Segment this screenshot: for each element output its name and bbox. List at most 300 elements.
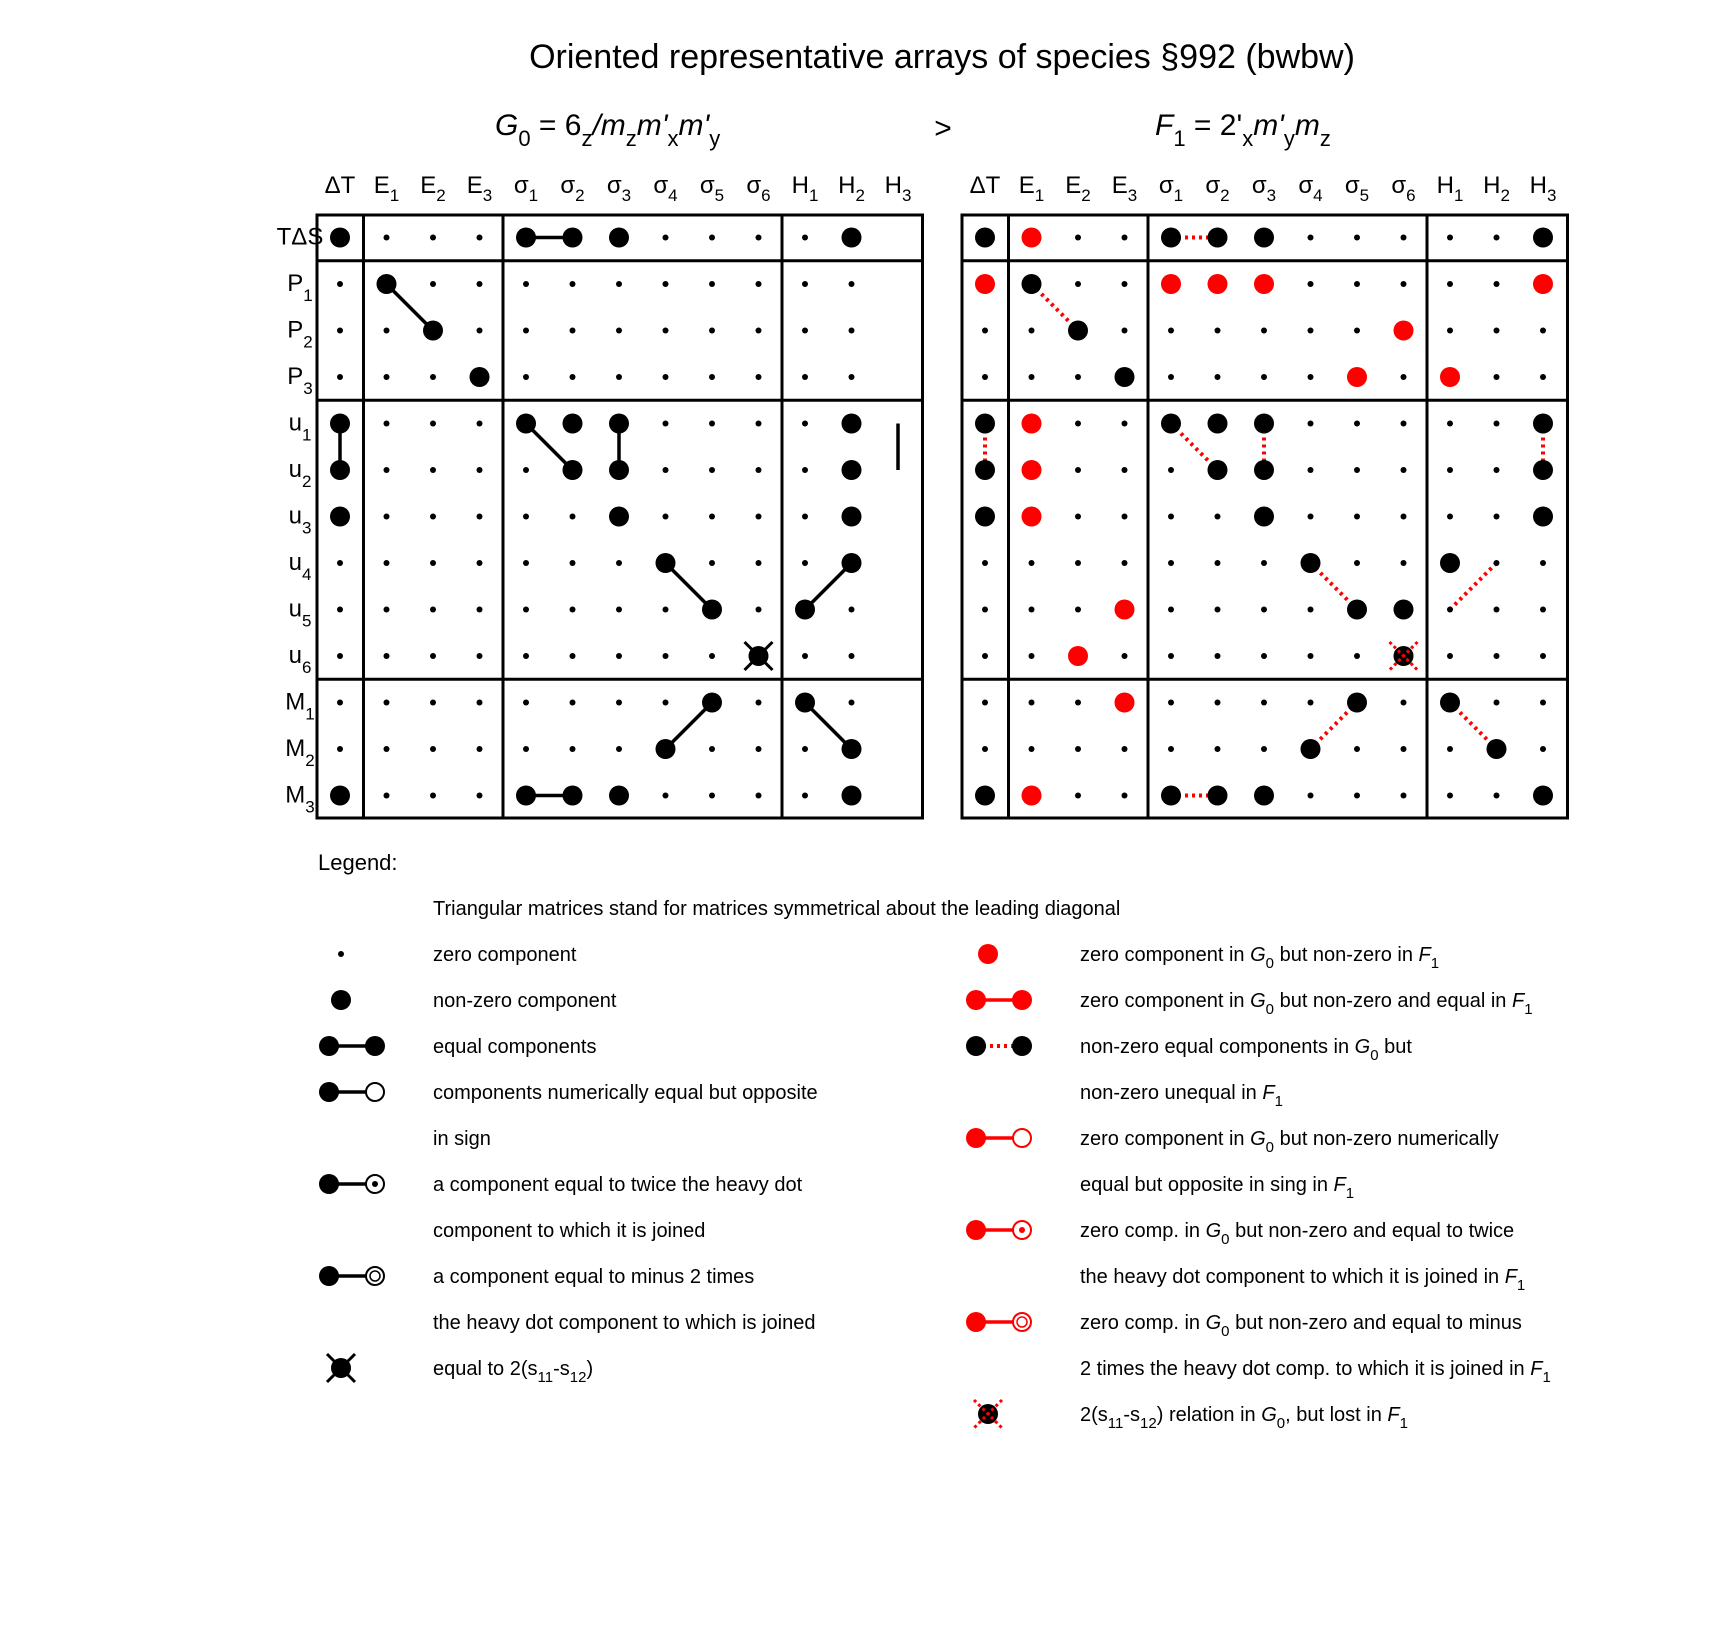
zero-component: [802, 560, 808, 566]
zero-component: [384, 374, 390, 380]
zero-component: [1354, 793, 1360, 799]
zero-component: [1494, 793, 1500, 799]
zero-component: [1075, 746, 1081, 752]
nonzero-component: [1161, 786, 1181, 806]
zero-component: [756, 281, 762, 287]
zero-component: [1447, 746, 1453, 752]
zero-component: [982, 746, 988, 752]
zero-component: [1075, 467, 1081, 473]
legend-symbol-big-dot: [331, 990, 351, 1010]
heading-g0: $G_0 = 6_z/m_zm'_xm'_y$: [495, 109, 721, 151]
zero-component: [570, 560, 576, 566]
nonzero-component: [975, 786, 995, 806]
nonzero-component: [1301, 553, 1321, 573]
zero-component: [709, 653, 715, 659]
legend-left-item-4-line-1: component to which it is joined: [433, 1220, 706, 1242]
nonzero-component: [1161, 414, 1181, 434]
zero-component: [1447, 235, 1453, 241]
column-header-5: $\sigma_2$: [560, 172, 585, 205]
nonzero-component: [975, 414, 995, 434]
zero-component: [1168, 328, 1174, 334]
column-header-9: $\sigma_6$: [1391, 172, 1416, 205]
zero-component: [1308, 421, 1314, 427]
column-header-3: $E_3$: [466, 172, 493, 205]
new-nonzero-component: [1115, 693, 1135, 713]
zero-component: [1308, 514, 1314, 520]
zero-component: [756, 793, 762, 799]
zero-component: [1122, 235, 1128, 241]
row-label-8: $u_5$: [288, 595, 312, 631]
row-label-4: $u_1$: [288, 409, 312, 445]
zero-component: [477, 793, 483, 799]
new-nonzero-component: [1115, 600, 1135, 620]
zero-component: [1122, 514, 1128, 520]
zero-component: [756, 560, 762, 566]
zero-component: [1168, 374, 1174, 380]
zero-component: [616, 281, 622, 287]
zero-component: [1122, 793, 1128, 799]
column-header-1: $E_1$: [1018, 172, 1045, 205]
zero-component: [982, 700, 988, 706]
zero-component: [337, 607, 343, 613]
zero-component: [982, 653, 988, 659]
nonzero-component: [842, 228, 862, 248]
zero-component: [802, 467, 808, 473]
zero-component: [849, 700, 855, 706]
row-label-10: $M_1$: [285, 688, 315, 724]
zero-component: [1447, 328, 1453, 334]
lost-relation-marker: [1390, 642, 1418, 670]
legend-symbol-dotted-link: [966, 1036, 1032, 1056]
legend-left-item-1-line-0: non-zero component: [433, 990, 617, 1012]
legend-heading: Legend:: [318, 850, 398, 875]
zero-component: [709, 328, 715, 334]
column-header-8: $\sigma_5$: [699, 172, 725, 205]
zero-component: [570, 700, 576, 706]
zero-component: [1540, 700, 1546, 706]
new-nonzero-component: [1022, 786, 1042, 806]
zero-component: [849, 653, 855, 659]
zero-component: [384, 607, 390, 613]
nonzero-component: [842, 507, 862, 527]
zero-component: [1494, 467, 1500, 473]
zero-component: [523, 746, 529, 752]
zero-component: [430, 281, 436, 287]
nonzero-component: [1533, 786, 1553, 806]
nonzero-component: [656, 739, 676, 759]
heading-f1: $F_1 = 2'_xm'_ym_z$: [1155, 109, 1331, 151]
zero-component: [430, 793, 436, 799]
zero-component: [1540, 328, 1546, 334]
zero-component: [756, 700, 762, 706]
zero-component: [1029, 746, 1035, 752]
zero-component: [663, 467, 669, 473]
zero-component: [1122, 560, 1128, 566]
nonzero-component: [1022, 274, 1042, 294]
zero-component: [477, 235, 483, 241]
zero-component: [523, 653, 529, 659]
nonzero-component: [1394, 600, 1414, 620]
zero-component: [384, 235, 390, 241]
zero-component: [1401, 746, 1407, 752]
nonzero-component: [1115, 367, 1135, 387]
zero-component: [430, 235, 436, 241]
zero-component: [477, 560, 483, 566]
zero-component: [1308, 235, 1314, 241]
zero-component: [477, 653, 483, 659]
zero-component: [709, 467, 715, 473]
zero-component: [1354, 421, 1360, 427]
column-header-4: $\sigma_1$: [1158, 172, 1184, 205]
zero-component: [1494, 281, 1500, 287]
zero-component: [1447, 653, 1453, 659]
new-nonzero-component: [1347, 367, 1367, 387]
zero-component: [663, 793, 669, 799]
zero-component: [1308, 653, 1314, 659]
legend-symbol-red-twice: [966, 1220, 1031, 1240]
zero-component: [1308, 374, 1314, 380]
nonzero-component: [975, 228, 995, 248]
zero-component: [337, 700, 343, 706]
zero-component: [802, 746, 808, 752]
zero-component: [477, 514, 483, 520]
zero-component: [1215, 746, 1221, 752]
row-label-12: $M_3$: [285, 781, 315, 817]
zero-component: [802, 514, 808, 520]
zero-component: [1308, 700, 1314, 706]
nonzero-component: [1208, 460, 1228, 480]
new-nonzero-component: [1208, 274, 1228, 294]
zero-component: [1168, 653, 1174, 659]
zero-component: [1122, 421, 1128, 427]
zero-component: [1261, 560, 1267, 566]
new-nonzero-component: [1533, 274, 1553, 294]
nonzero-component: [1533, 507, 1553, 527]
zero-component: [523, 281, 529, 287]
legend-left-item-0-line-0: zero component: [433, 944, 577, 966]
zero-component: [756, 421, 762, 427]
nonzero-component: [1254, 460, 1274, 480]
zero-component: [384, 560, 390, 566]
zero-component: [523, 467, 529, 473]
zero-component: [570, 281, 576, 287]
row-label-0: TΔS: [276, 223, 324, 251]
zero-component: [1075, 560, 1081, 566]
zero-component: [1401, 374, 1407, 380]
zero-component: [477, 746, 483, 752]
zero-component: [709, 746, 715, 752]
zero-component: [337, 746, 343, 752]
nonzero-component: [330, 414, 350, 434]
legend-note: Triangular matrices stand for matrices symmetrical about the leading diagonal: [433, 898, 1121, 920]
zero-component: [523, 328, 529, 334]
zero-component: [663, 653, 669, 659]
legend-left-item-3-line-1: in sign: [433, 1128, 491, 1150]
zero-component: [616, 560, 622, 566]
nonzero-component: [516, 414, 536, 434]
zero-component: [1261, 328, 1267, 334]
nonzero-component: [1208, 414, 1228, 434]
zero-component: [616, 653, 622, 659]
legend-right-item-0-line-0: zero component in $G_0$ but non-zero in $F_1$: [1080, 944, 1440, 972]
zero-component: [802, 793, 808, 799]
legend-left-item-5-line-1: the heavy dot component to which is joined: [433, 1312, 816, 1334]
nonzero-component: [1440, 693, 1460, 713]
zero-component: [709, 793, 715, 799]
nonzero-component: [795, 600, 815, 620]
zero-component: [1122, 328, 1128, 334]
nonzero-component: [1068, 321, 1088, 341]
zero-component: [663, 421, 669, 427]
nonzero-component: [842, 553, 862, 573]
zero-component: [523, 607, 529, 613]
nonzero-component: [1254, 507, 1274, 527]
zero-component: [570, 514, 576, 520]
new-nonzero-component: [1022, 460, 1042, 480]
column-header-6: $\sigma_3$: [1251, 172, 1277, 205]
zero-component: [616, 607, 622, 613]
nonzero-component: [1254, 414, 1274, 434]
zero-component: [982, 374, 988, 380]
row-label-6: $u_3$: [288, 502, 312, 538]
zero-component: [1354, 514, 1360, 520]
zero-component: [430, 374, 436, 380]
zero-component: [616, 746, 622, 752]
zero-component: [1494, 514, 1500, 520]
zero-component: [616, 374, 622, 380]
zero-component: [802, 421, 808, 427]
matrix-f1: [962, 172, 1568, 818]
zero-component: [982, 560, 988, 566]
zero-component: [1401, 281, 1407, 287]
new-nonzero-component: [1068, 646, 1088, 666]
zero-component: [384, 328, 390, 334]
zero-component: [1354, 281, 1360, 287]
zero-component: [1261, 374, 1267, 380]
zero-component: [1308, 607, 1314, 613]
zero-component: [1029, 560, 1035, 566]
zero-component: [384, 746, 390, 752]
zero-component: [1029, 700, 1035, 706]
zero-component: [430, 607, 436, 613]
zero-component: [663, 607, 669, 613]
column-header-9: $\sigma_6$: [746, 172, 771, 205]
zero-component: [337, 328, 343, 334]
nonzero-component: [609, 460, 629, 480]
row-label-3: $P_3$: [287, 363, 313, 398]
new-nonzero-component: [1394, 321, 1414, 341]
nonzero-component: [1347, 693, 1367, 713]
zero-component: [570, 746, 576, 752]
column-header-11: $H_2$: [838, 172, 865, 205]
zero-component: [756, 514, 762, 520]
zero-component: [1075, 374, 1081, 380]
zero-component: [337, 560, 343, 566]
zero-component: [802, 235, 808, 241]
nonzero-component: [330, 228, 350, 248]
nonzero-component: [516, 786, 536, 806]
zero-component: [1494, 607, 1500, 613]
legend-left-item-5-line-0: a component equal to minus 2 times: [433, 1266, 755, 1288]
zero-component: [430, 421, 436, 427]
zero-component: [337, 374, 343, 380]
legend-right-item-3-line-0: zero component in $G_0$ but non-zero numerically: [1080, 1128, 1499, 1156]
matrix-g0: [277, 172, 923, 818]
group-headings: [495, 109, 1331, 151]
nonzero-component: [1301, 739, 1321, 759]
zero-component: [570, 607, 576, 613]
row-label-11: $M_2$: [285, 735, 315, 770]
column-header-1: $E_1$: [373, 172, 400, 205]
zero-component: [1261, 607, 1267, 613]
zero-component: [1447, 607, 1453, 613]
row-label-5: $u_2$: [288, 456, 312, 491]
zero-component: [1401, 700, 1407, 706]
zero-component: [756, 374, 762, 380]
legend-symbol-red-opposite: [966, 1128, 1031, 1148]
zero-component: [663, 514, 669, 520]
new-nonzero-component: [1022, 414, 1042, 434]
zero-component: [384, 467, 390, 473]
new-nonzero-component: [1254, 274, 1274, 294]
zero-component: [756, 467, 762, 473]
zero-component: [1494, 653, 1500, 659]
zero-component: [1494, 560, 1500, 566]
zero-component: [849, 281, 855, 287]
zero-component: [570, 374, 576, 380]
legend-right-item-6-line-0: $2(s_{11}-s_{12})$ relation in $G_0$, but lost in $F_1$: [1080, 1404, 1408, 1432]
zero-component: [709, 374, 715, 380]
zero-component: [430, 746, 436, 752]
zero-component: [849, 374, 855, 380]
zero-component: [1261, 746, 1267, 752]
zero-component: [1122, 653, 1128, 659]
zero-component: [1401, 514, 1407, 520]
nonzero-component: [377, 274, 397, 294]
zero-component: [1401, 793, 1407, 799]
zero-component: [1540, 374, 1546, 380]
nonzero-component: [1254, 228, 1274, 248]
zero-component: [1029, 374, 1035, 380]
column-header-10: $H_1$: [791, 172, 819, 205]
zero-component: [663, 328, 669, 334]
nonzero-component: [1533, 460, 1553, 480]
zero-component: [523, 700, 529, 706]
zero-component: [1447, 467, 1453, 473]
zero-component: [1401, 467, 1407, 473]
column-header-4: $\sigma_1$: [513, 172, 539, 205]
nonzero-component: [609, 507, 629, 527]
zero-component: [709, 281, 715, 287]
legend-symbol-opposite: [319, 1082, 384, 1102]
nonzero-component: [1208, 786, 1228, 806]
new-nonzero-component: [1022, 228, 1042, 248]
column-header-10: $H_1$: [1436, 172, 1464, 205]
zero-component: [337, 281, 343, 287]
zero-component: [1308, 467, 1314, 473]
legend-symbol-red-minus-two: [966, 1312, 1031, 1332]
legend-right-item-4-line-1: the heavy dot component to which it is joined in $F_1$: [1080, 1266, 1526, 1294]
nonzero-component: [795, 693, 815, 713]
nonzero-component: [842, 739, 862, 759]
legend: [318, 850, 1551, 1432]
zero-component: [756, 746, 762, 752]
zero-component: [1029, 653, 1035, 659]
zero-component: [1494, 374, 1500, 380]
legend-right-item-1-line-0: zero component in $G_0$ but non-zero and equal in $F_1$: [1080, 990, 1533, 1018]
nonzero-component: [563, 228, 583, 248]
zero-component: [1447, 421, 1453, 427]
zero-component: [1261, 653, 1267, 659]
zero-component: [1401, 560, 1407, 566]
zero-component: [477, 467, 483, 473]
zero-component: [1447, 514, 1453, 520]
legend-right-item-4-line-0: zero comp. in $G_0$ but non-zero and equal to twice: [1080, 1220, 1515, 1248]
zero-component: [849, 328, 855, 334]
zero-component: [1215, 328, 1221, 334]
zero-component: [1494, 235, 1500, 241]
zero-component: [1075, 700, 1081, 706]
legend-symbol-equal: [319, 1036, 385, 1056]
zero-component: [1308, 793, 1314, 799]
zero-component: [663, 700, 669, 706]
zero-component: [477, 700, 483, 706]
zero-component: [477, 607, 483, 613]
zero-component: [709, 235, 715, 241]
column-header-12: $H_3$: [1529, 172, 1557, 205]
legend-symbol-red-cross: [974, 1400, 1002, 1428]
legend-symbol-cross: [327, 1354, 355, 1382]
legend-left-item-4-line-0: a component equal to twice the heavy dot: [433, 1174, 803, 1196]
zero-component: [1168, 514, 1174, 520]
column-header-3: $E_3$: [1111, 172, 1138, 205]
zero-component: [1075, 514, 1081, 520]
zero-component: [616, 328, 622, 334]
legend-symbol-minus-two: [319, 1266, 384, 1286]
zero-component: [1540, 746, 1546, 752]
zero-component: [1540, 653, 1546, 659]
figure-title: Oriented representative arrays of species §992 (bwbw): [529, 38, 1355, 76]
nonzero-component: [563, 460, 583, 480]
row-label-9: $u_6$: [288, 642, 312, 677]
zero-component: [1122, 281, 1128, 287]
legend-left-item-3-line-0: components numerically equal but opposite: [433, 1082, 818, 1104]
nonzero-component: [1208, 228, 1228, 248]
zero-component: [663, 374, 669, 380]
zero-component: [1215, 374, 1221, 380]
zero-component: [1168, 607, 1174, 613]
nonzero-component: [1440, 553, 1460, 573]
nonzero-component: [609, 786, 629, 806]
nonzero-component: [1254, 786, 1274, 806]
zero-component: [477, 421, 483, 427]
legend-right-item-3-line-1: equal but opposite in sing in $F_1$: [1080, 1174, 1355, 1202]
column-header-2: $E_2$: [1065, 172, 1091, 205]
column-header-11: $H_2$: [1483, 172, 1510, 205]
zero-component: [384, 653, 390, 659]
zero-component: [756, 607, 762, 613]
new-nonzero-component: [975, 274, 995, 294]
zero-component: [756, 328, 762, 334]
nonzero-component: [1487, 739, 1507, 759]
column-header-0: ΔT: [324, 172, 356, 199]
zero-component: [430, 514, 436, 520]
zero-component: [709, 514, 715, 520]
zero-component: [802, 374, 808, 380]
legend-symbol-red-dot: [978, 944, 998, 964]
column-header-12: $H_3$: [884, 172, 912, 205]
zero-component: [1029, 328, 1035, 334]
